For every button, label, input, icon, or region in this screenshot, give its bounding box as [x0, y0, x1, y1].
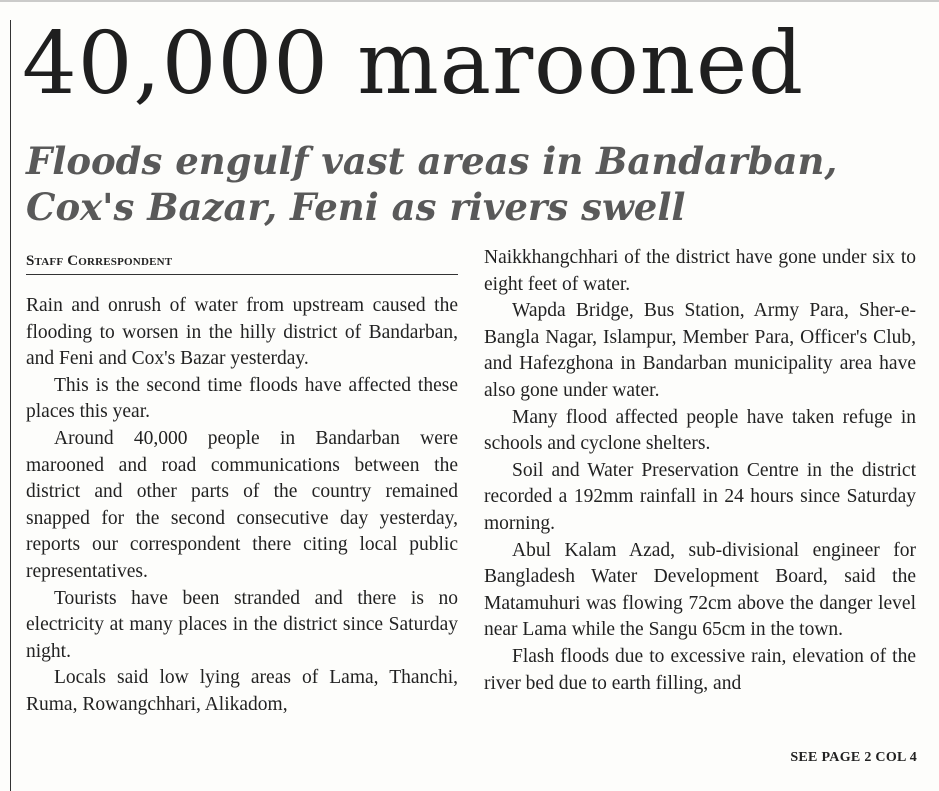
subheadline-line-1: Floods engulf vast areas in Bandarban, [26, 139, 838, 183]
paragraph: Locals said low lying areas of Lama, Thanchi, Ruma, Rowangchhari, Alikadom, [26, 667, 458, 715]
paragraph: Around 40,000 people in Bandarban were marooned and road communications between the district and other parts of the country remained snapped for the second consecutive day yesterday, reports our correspondent there citing local public representatives. [26, 427, 458, 582]
headline: 40,000 marooned [22, 14, 805, 114]
paragraph: Flash floods due to excessive rain, elevation of the river bed due to earth filling, and [484, 645, 916, 694]
column-divider-rule [10, 20, 11, 791]
subheadline [26, 138, 906, 230]
paragraph: Wapda Bridge, Bus Station, Army Para, Sher-e-Bangla Nagar, Islampur, Member Para, Officer's Club, and Hafezghona in Bandarban municipality area have also gone under water. [484, 300, 916, 401]
top-border [0, 0, 939, 2]
subheadline-line-2: Cox's Bazar, Feni as rivers swell [26, 185, 686, 229]
byline-underline [26, 274, 458, 275]
article-column-1 [26, 293, 458, 719]
paragraph: Tourists have been stranded and there is no electricity at many places in the district since Saturday night. [26, 587, 458, 662]
paragraph: Abul Kalam Azad, sub-divisional engineer for Bangladesh Water Development Board, said the Matamuhuri was flowing 72cm above the danger level near Lama while the Sangu 65cm in the town. [484, 539, 916, 641]
byline: Staff Correspondent [26, 253, 173, 269]
paragraph: Rain and onrush of water from upstream caused the flooding to worsen in the hilly district of Bandarban, and Feni and Cox's Bazar yesterday. [26, 295, 458, 370]
article-column-2 [484, 245, 916, 697]
paragraph: Soil and Water Preservation Centre in the district recorded a 192mm rainfall in 24 hours since Saturday morning. [484, 459, 916, 534]
paragraph: This is the second time floods have affected these places this year. [26, 374, 458, 423]
paragraph: Naikkhangchhari of the district have gone under six to eight feet of water. [484, 247, 916, 295]
continuation-jump-line: SEE PAGE 2 COL 4 [790, 750, 917, 765]
paragraph: Many flood affected people have taken refuge in schools and cyclone shelters. [484, 406, 916, 455]
